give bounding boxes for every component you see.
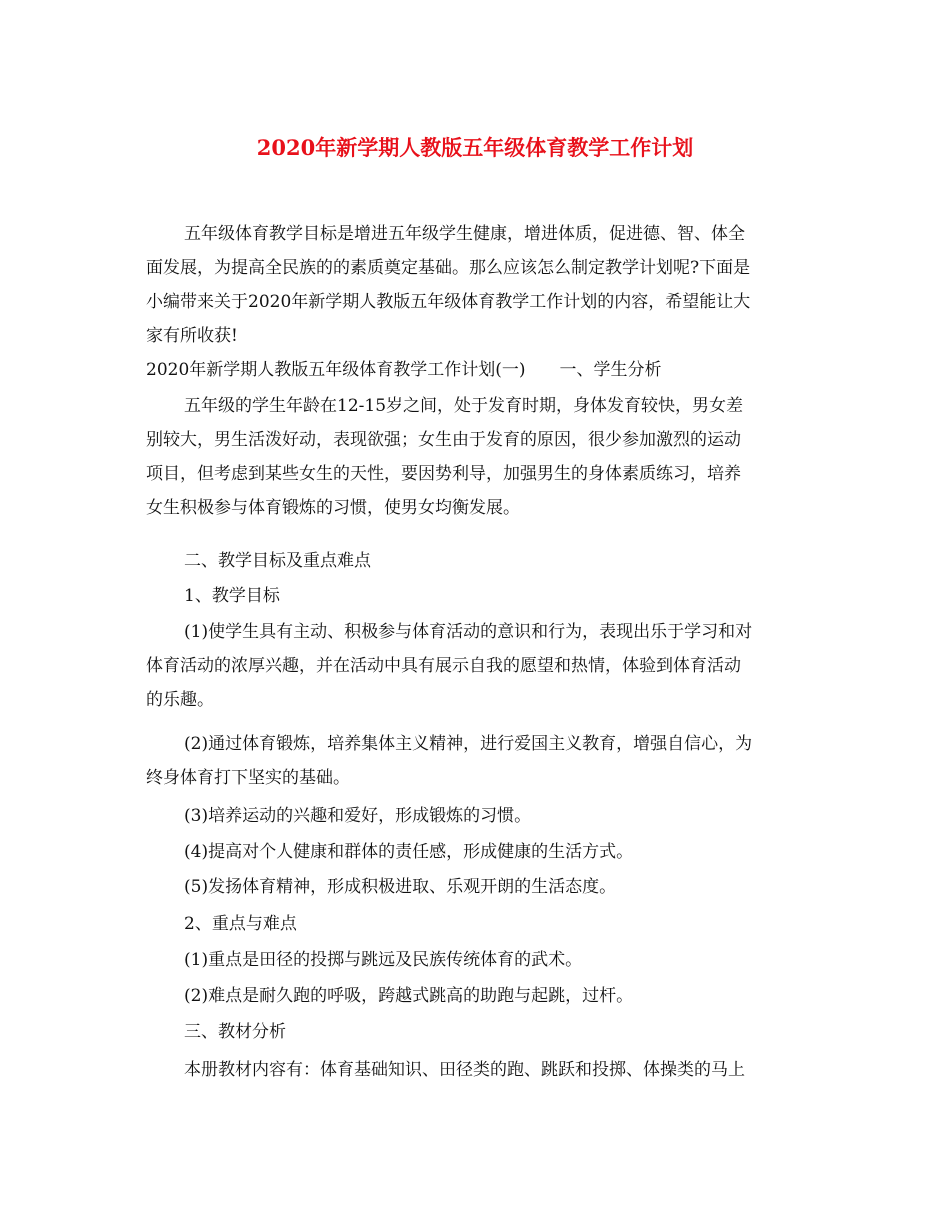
section-heading-line: 2020年新学期人教版五年级体育教学工作计划(一) 一、学生分析 <box>146 360 662 380</box>
paragraph-line: 面发展，为提高全民族的的素质奠定基础。那么应该怎么制定教学计划呢?下面是 <box>146 258 751 278</box>
paragraph-line: 家有所收获! <box>146 326 238 346</box>
paragraph-line: 五年级体育教学目标是增进五年级学生健康，增进体质，促进德、智、体全 <box>184 224 745 244</box>
paragraph-line: (1)使学生具有主动、积极参与体育活动的意识和行为，表现出乐于学习和对 <box>184 622 753 642</box>
paragraph-line: (2)难点是耐久跑的呼吸，跨越式跳高的助跑与起跳，过杆。 <box>184 986 634 1006</box>
section-heading: 二、教学目标及重点难点 <box>184 551 371 571</box>
subsection-heading: 1、教学目标 <box>184 586 280 606</box>
paragraph-line: 体育活动的浓厚兴趣，并在活动中具有展示自我的愿望和热情，体验到体育活动 <box>146 656 741 676</box>
paragraph-line: (2)通过体育锻炼，培养集体主义精神，进行爱国主义教育，增强自信心，为 <box>184 734 753 754</box>
subsection-heading: 2、重点与难点 <box>184 914 297 934</box>
paragraph-line: 的乐趣。 <box>146 690 214 710</box>
paragraph-line: 五年级的学生年龄在12-15岁之间，处于发育时期，身体发育较快，男女差 <box>184 396 744 416</box>
document-title: 2020年新学期人教版五年级体育教学工作计划 <box>256 135 694 160</box>
paragraph-line: (1)重点是田径的投掷与跳远及民族传统体育的武术。 <box>184 950 583 970</box>
section-heading: 三、教材分析 <box>184 1022 286 1042</box>
paragraph-line: 项目，但考虑到某些女生的天性，要因势利导，加强男生的身体素质练习，培养 <box>146 464 741 484</box>
paragraph-line: 女生积极参与体育锻炼的习惯，使男女均衡发展。 <box>146 498 520 518</box>
paragraph-line: 小编带来关于2020年新学期人教版五年级体育教学工作计划的内容，希望能让大 <box>146 292 751 312</box>
paragraph-line: 本册教材内容有：体育基础知识、田径类的跑、跳跃和投掷、体操类的马上 <box>184 1060 745 1080</box>
paragraph-line: 终身体育打下坚实的基础。 <box>146 768 350 788</box>
paragraph-line: (5)发扬体育精神，形成积极进取、乐观开朗的生活态度。 <box>184 877 617 897</box>
paragraph-line: (3)培养运动的兴趣和爱好，形成锻炼的习惯。 <box>184 806 532 826</box>
paragraph-line: 别较大，男生活泼好动，表现欲强；女生由于发育的原因，很少参加激烈的运动 <box>146 430 741 450</box>
paragraph-line: (4)提高对个人健康和群体的责任感，形成健康的生活方式。 <box>184 842 634 862</box>
